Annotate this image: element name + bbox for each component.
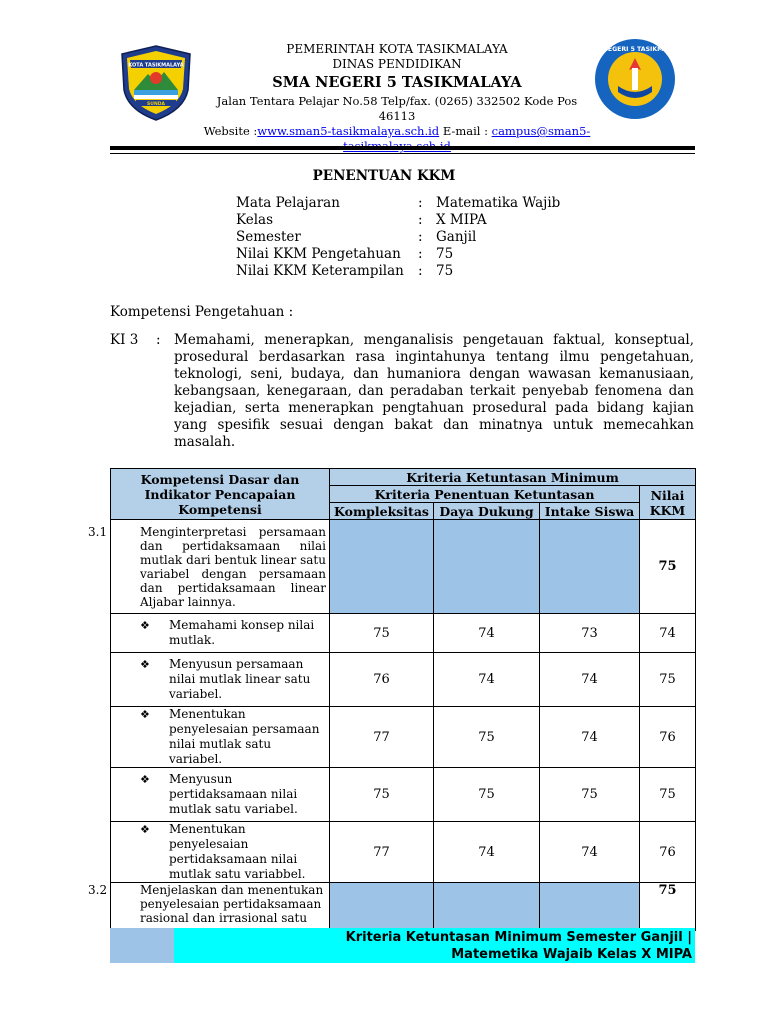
footer-line-2: Matemetika Wajaib Kelas X MIPA [451, 947, 692, 962]
website-label: Website : [203, 124, 258, 138]
logo-right-text: SMA NEGERI 5 TASIKMALAYA [585, 46, 685, 53]
header-rule-thick [110, 146, 695, 150]
kd-cell: 3.2 Menjelaskan dan menentukan penyelesaian pertidaksamaan rasional dan irrasional satu [111, 883, 330, 931]
ki-text: Memahami, menerapkan, menganalisis pengetauan faktual, konseptual, prosedural berdasarkan rasa ingintahunya tentang ilmu pengetahuan, teknologi, seni, budaya, dan humaniora dengan wawasan kemanusiaan, kebangsaan, kenegaraan, dan peradaban terkait penyebab fenomena dan kejadian, serta menerapkan pengtahuan prosedural pada bidang kajian yang spesifik sesuai dengan bakat dan minatnya untuk memecahkan masalah. [174, 332, 694, 450]
shaded-cell [434, 883, 540, 931]
website-link[interactable]: www.sman5-tasikmalaya.sch.id [257, 124, 440, 138]
ki-colon: : [156, 332, 161, 348]
letterhead [200, 42, 594, 154]
table-row-kd [111, 520, 696, 614]
kd-kkm-value: 75 [640, 883, 696, 931]
table-row: ❖ Memahami konsep nilai mutlak. 75 74 73 74 [111, 614, 696, 653]
email-link[interactable]: campus@sman5- [491, 124, 591, 138]
sma-negeri-5-logo [585, 38, 685, 120]
shaded-cell [330, 883, 434, 931]
shaded-cell [330, 520, 434, 614]
kd-kkm-value: 75 [640, 520, 696, 614]
shaded-cell [540, 520, 640, 614]
diamond-bullet-icon: ❖ [140, 619, 150, 632]
table-header-row [111, 469, 696, 486]
subject-info [236, 195, 596, 280]
document-title: PENENTUAN KKM [312, 168, 456, 184]
diamond-bullet-icon: ❖ [140, 773, 150, 786]
header-rule-thin [110, 153, 695, 154]
shaded-cell [434, 520, 540, 614]
header-kd: Kompetensi Dasar dan Indikator Pencapaian Kompetensi [111, 469, 330, 520]
info-row: Mata Pelajaran : Matematika Wajib [236, 195, 561, 211]
kkm-table [88, 468, 696, 931]
department-name: DINAS PENDIDIKAN [332, 57, 462, 71]
table-row: ❖ Menyusun persamaan nilai mutlak linear satu variabel. 76 74 74 75 [111, 653, 696, 707]
header-intake: Intake Siswa [540, 503, 640, 520]
email-label: E-mail : [439, 124, 492, 138]
shaded-cell [540, 883, 640, 931]
kota-tasikmalaya-logo [118, 44, 194, 122]
header-nilai: Nilai KKM [640, 486, 696, 520]
info-row: Semester : Ganjil [236, 229, 477, 245]
footer-text [346, 929, 692, 963]
table-row-kd [111, 883, 696, 931]
info-row: Nilai KKM Pengetahuan : 75 [236, 246, 454, 262]
school-address: Jalan Tentara Pelajar No.58 Telp/fax. (0265) 332502 Kode Pos 46113 [216, 94, 578, 123]
ki-label: KI 3 [110, 332, 139, 348]
kd-cell: 3.1 Menginterpretasi persamaan dan pertidaksamaan nilai mutlak dari bentuk linear satu variabel dengan persamaan dan pertidaksamaan linear Aljabar lainnya. [111, 520, 330, 614]
header-kompleksitas: Kompleksitas [330, 503, 434, 520]
diamond-bullet-icon: ❖ [140, 823, 150, 836]
table-row: ❖ Menentukan penyelesaian persamaan nilai mutlak satu variabel. 77 75 74 76 [111, 707, 696, 768]
table-row: ❖ Menentukan penyelesaian pertidaksamaan nilai mutlak satu variabbel. 77 74 74 76 [111, 822, 696, 883]
government-name: PEMERINTAH KOTA TASIKMALAYA [286, 42, 508, 56]
diamond-bullet-icon: ❖ [140, 708, 150, 721]
kompetensi-heading: Kompetensi Pengetahuan : [110, 304, 294, 320]
header-kkm-group: Kriteria Ketuntasan Minimum [330, 469, 696, 486]
header-kriteria: Kriteria Penentuan Ketuntasan [330, 486, 640, 503]
svg-text:KOTA TASIKMALAYA: KOTA TASIKMALAYA [128, 62, 184, 69]
info-row: Kelas : X MIPA [236, 212, 487, 228]
footer-block-left [110, 928, 174, 963]
header-daya-dukung: Daya Dukung [434, 503, 540, 520]
info-row: Nilai KKM Keterampilan : 75 [236, 263, 454, 279]
footer-line-1: Kriteria Ketuntasan Minimum Semester Ganjil | [345, 930, 692, 945]
school-name: SMA NEGERI 5 TASIKMALAYA [272, 74, 522, 91]
logo-left-band-text: SUNDA [147, 102, 165, 107]
table-row: ❖ Menyusun pertidaksamaan nilai mutlak satu variabel. 75 75 75 75 [111, 768, 696, 822]
diamond-bullet-icon: ❖ [140, 658, 150, 671]
